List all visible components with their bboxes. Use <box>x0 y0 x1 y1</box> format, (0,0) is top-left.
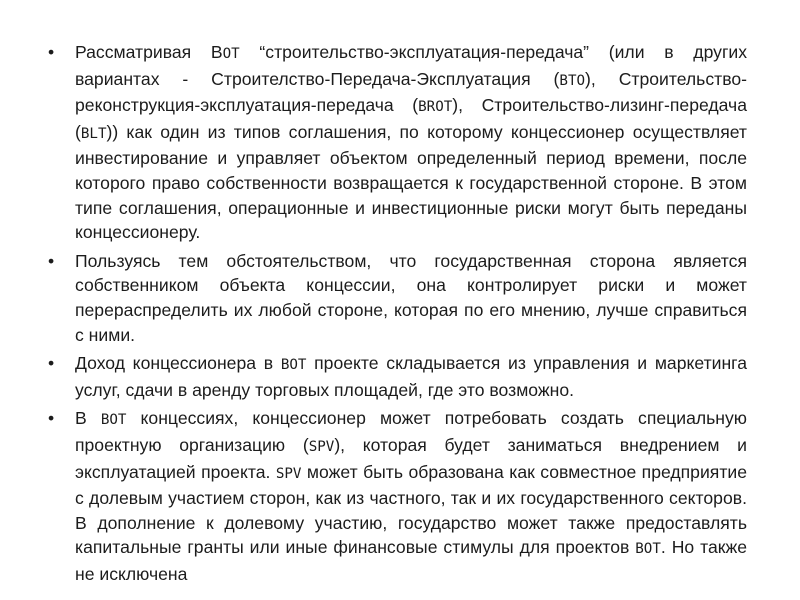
abbreviation: BOT <box>280 357 307 374</box>
abbreviation: BTO <box>559 72 586 89</box>
bullet-state-owner <box>75 249 747 347</box>
text-fragment: ), которая будет заниматься внедрением и эксплуатацией проекта. <box>75 434 747 482</box>
text-fragment: ), Строительство-реконструкция-эксплуатация-передача ( <box>75 68 747 116</box>
text-fragment: . Но также не исключена <box>75 537 747 584</box>
bullet-concessionaire-income <box>75 351 747 402</box>
text-fragment: ), Строительство-лизинг-передача ( <box>75 95 747 142</box>
bullet-list <box>75 40 747 590</box>
abbreviation: SPV <box>275 465 302 482</box>
bullet-spv <box>75 406 747 586</box>
text-fragment: концессиях, концессионер может потребовать создать специальную проектную организацию ( <box>75 408 747 455</box>
abbreviation: BOT <box>635 541 661 558</box>
abbreviation: BLT <box>80 125 107 142</box>
abbreviation: BROT <box>418 99 453 116</box>
bullet-bot-definition <box>75 40 747 245</box>
abbreviation: ОТ <box>222 46 240 62</box>
text-fragment: Доход концессионера в <box>75 353 281 374</box>
text-fragment: В <box>75 408 101 429</box>
abbreviation: BOT <box>100 412 127 429</box>
text-fragment: Пользуясь тем обстоятельством, что государственная сторона является собственником объекта концессии, она контролирует риски и может перераспределить их любой стороне, которая по его мнению, лучше справиться с ними. <box>75 250 747 345</box>
text-fragment: может быть образована как совместное предприятие с долевым участием сторон, как из частного, так и их государственного секторов. В дополнение к долевому участию, государство может также предоставлять капитальные гранты или иные финансовые стимулы для проектов <box>75 461 747 558</box>
text-fragment: “строительство-эксплуатация-передача” (или в других вариантах - Строителство-Передача-Эксплуатация ( <box>75 42 747 89</box>
text-fragment: Рассматривая В <box>75 42 223 62</box>
text-fragment: проекте складывается из управления и маркетинга услуг, сдачи в аренду торговых площадей, где это возможно. <box>75 353 747 400</box>
abbreviation: SPV <box>308 438 335 455</box>
text-fragment: )) как один из типов соглашения, по которому концессионер осуществляет инвестирование и управляет объектом определенный период времени, после которого право собственности возвращается к государственной стороне. В этом типе соглашения, операционные и инвестиционные риски могут быть переданы концессионеру. <box>75 121 747 243</box>
